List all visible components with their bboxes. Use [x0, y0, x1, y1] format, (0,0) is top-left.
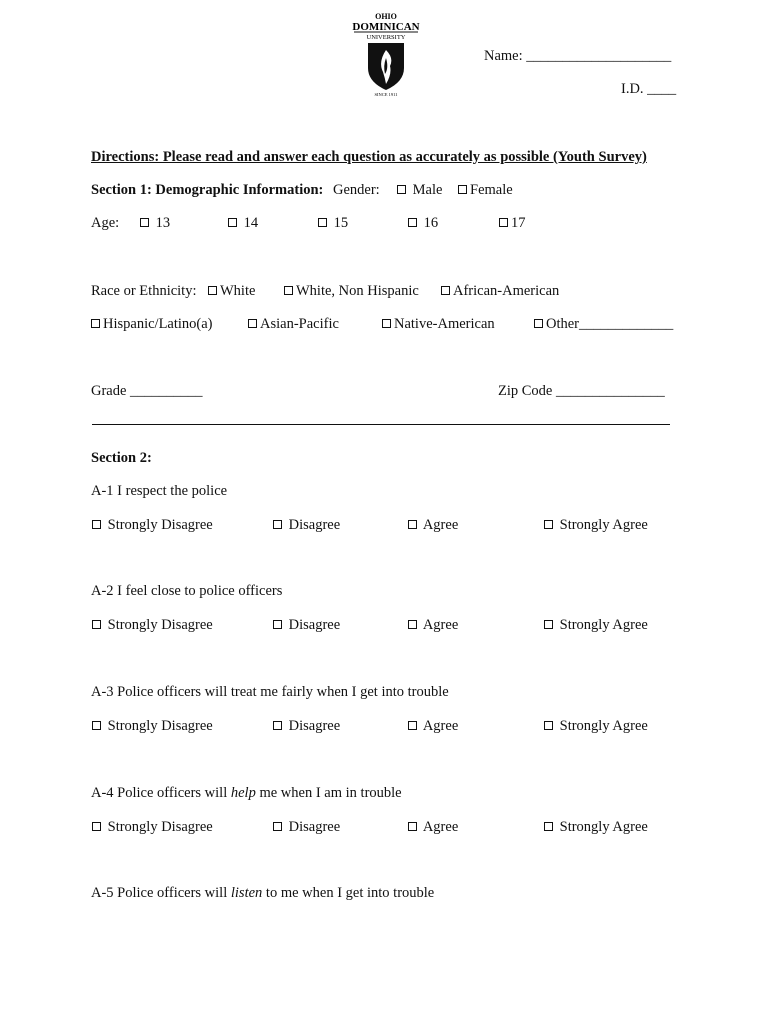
option-label: Female: [470, 182, 513, 198]
checkbox[interactable]: [408, 822, 417, 831]
checkbox[interactable]: [408, 218, 417, 227]
question-text: A-4 Police officers will: [91, 785, 231, 801]
question-text: A-3 Police officers will treat me fairly when I get into trouble: [91, 684, 449, 700]
gender-label: Gender:: [333, 182, 380, 198]
logo-line3: UNIVERSITY: [366, 34, 406, 41]
response-option-strongly-disagree[interactable]: [92, 516, 213, 534]
checkbox[interactable]: [208, 286, 217, 295]
logo-line2: DOMINICAN: [352, 21, 420, 33]
checkbox[interactable]: [408, 520, 417, 529]
race-option-other[interactable]: [534, 315, 673, 333]
age-option-17[interactable]: [499, 214, 526, 232]
option-label: Disagree: [288, 517, 341, 533]
race-label: Race or Ethnicity:: [91, 283, 197, 299]
university-logo: [348, 10, 424, 96]
checkbox[interactable]: [92, 721, 101, 730]
grade-field[interactable]: Grade __________: [91, 383, 203, 399]
option-label: Agree: [422, 517, 459, 533]
checkbox[interactable]: [91, 319, 100, 328]
checkbox[interactable]: [284, 286, 293, 295]
race-option-white-non-hispanic[interactable]: [284, 282, 419, 300]
logo-motto: SINCE 1911: [374, 92, 398, 96]
checkbox[interactable]: [273, 520, 282, 529]
response-option-disagree[interactable]: [273, 616, 340, 634]
name-label: Name: ____________________: [484, 48, 672, 64]
checkbox[interactable]: [408, 620, 417, 629]
age-option-16[interactable]: [408, 214, 438, 232]
response-option-disagree[interactable]: [273, 818, 340, 836]
id-label: I.D. ____: [621, 81, 677, 97]
option-label: Native-American: [394, 316, 495, 332]
response-option-strongly-disagree[interactable]: [92, 616, 213, 634]
response-option-strongly-agree[interactable]: [544, 818, 648, 836]
checkbox[interactable]: [544, 520, 553, 529]
checkbox[interactable]: [534, 319, 543, 328]
response-option-disagree[interactable]: [273, 516, 340, 534]
checkbox[interactable]: [382, 319, 391, 328]
option-label: Strongly Agree: [559, 819, 648, 835]
checkbox[interactable]: [397, 185, 406, 194]
checkbox[interactable]: [318, 218, 327, 227]
option-label: African-American: [453, 283, 560, 299]
question-text: A-5 Police officers will: [91, 885, 231, 901]
option-label: Strongly Disagree: [107, 617, 213, 633]
age-option-13[interactable]: [140, 214, 170, 232]
section1-line: [91, 181, 380, 199]
race-option-african-american[interactable]: [441, 282, 559, 300]
option-label: Hispanic/Latino(a): [103, 316, 213, 332]
option-label: Male: [412, 182, 443, 198]
question-text: A-1 I respect the police: [91, 483, 228, 499]
question-5: [91, 884, 434, 902]
option-label: 14: [243, 215, 259, 231]
name-field[interactable]: [484, 47, 671, 65]
response-option-disagree[interactable]: [273, 717, 340, 735]
question-1: [91, 482, 227, 500]
response-option-agree[interactable]: [408, 516, 458, 534]
option-label: 16: [423, 215, 439, 231]
response-option-strongly-disagree[interactable]: [92, 717, 213, 735]
age-option-14[interactable]: [228, 214, 258, 232]
race-option-hispanic[interactable]: [91, 315, 213, 333]
option-label: 17: [511, 215, 526, 231]
section1-title: Section 1: Demographic Information:: [91, 182, 324, 198]
checkbox[interactable]: [92, 520, 101, 529]
checkbox[interactable]: [273, 822, 282, 831]
gender-female-option[interactable]: [458, 181, 513, 199]
checkbox[interactable]: [273, 721, 282, 730]
checkbox[interactable]: [458, 185, 467, 194]
option-label: White, Non Hispanic: [296, 283, 419, 299]
checkbox[interactable]: [248, 319, 257, 328]
checkbox[interactable]: [408, 721, 417, 730]
response-option-agree[interactable]: [408, 616, 458, 634]
section-divider: [92, 424, 670, 425]
race-option-asian-pacific[interactable]: [248, 315, 339, 333]
checkbox[interactable]: [441, 286, 450, 295]
race-option-native-american[interactable]: [382, 315, 495, 333]
option-label: Other_____________: [546, 316, 674, 332]
option-label: Disagree: [288, 617, 341, 633]
question-text: A-2 I feel close to police officers: [91, 583, 283, 599]
option-label: Disagree: [288, 819, 341, 835]
question-text: to me when I get into trouble: [262, 885, 435, 901]
race-option-white[interactable]: [208, 282, 255, 300]
option-label: White: [220, 283, 256, 299]
age-option-15[interactable]: [318, 214, 348, 232]
option-label: Agree: [422, 718, 459, 734]
option-label: Agree: [422, 617, 459, 633]
response-option-agree[interactable]: [408, 818, 458, 836]
option-label: Agree: [422, 819, 459, 835]
option-label: Strongly Agree: [559, 517, 648, 533]
checkbox[interactable]: [228, 218, 237, 227]
question-2: [91, 582, 282, 600]
response-option-strongly-agree[interactable]: [544, 516, 648, 534]
directions: Directions: Please read and answer each question as accurately as possible (Youth Survey): [91, 149, 647, 165]
option-label: 13: [155, 215, 171, 231]
question-4: [91, 784, 402, 802]
checkbox[interactable]: [92, 822, 101, 831]
gender-male-option[interactable]: [397, 181, 442, 199]
option-label: Strongly Disagree: [107, 819, 213, 835]
checkbox[interactable]: [92, 620, 101, 629]
question-emphasis: listen: [230, 885, 263, 901]
logo-line1: OHIO: [375, 12, 397, 21]
question-text: me when I am in trouble: [255, 785, 402, 801]
option-label: 15: [333, 215, 349, 231]
zip-code-field[interactable]: Zip Code _______________: [498, 383, 665, 399]
question-emphasis: help: [230, 785, 256, 801]
response-option-strongly-agree[interactable]: [544, 616, 648, 634]
checkbox[interactable]: [140, 218, 149, 227]
option-label: Strongly Agree: [559, 617, 648, 633]
id-field[interactable]: [621, 80, 676, 98]
option-label: Strongly Disagree: [107, 718, 213, 734]
option-label: Disagree: [288, 718, 341, 734]
response-option-strongly-disagree[interactable]: [92, 818, 213, 836]
checkbox[interactable]: [544, 721, 553, 730]
section2-title: Section 2:: [91, 450, 152, 466]
option-label: Asian-Pacific: [260, 316, 339, 332]
checkbox[interactable]: [499, 218, 508, 227]
option-label: Strongly Disagree: [107, 517, 213, 533]
checkbox[interactable]: [544, 822, 553, 831]
question-3: [91, 683, 449, 701]
response-option-strongly-agree[interactable]: [544, 717, 648, 735]
response-option-agree[interactable]: [408, 717, 458, 735]
checkbox[interactable]: [273, 620, 282, 629]
option-label: Strongly Agree: [559, 718, 648, 734]
age-label: Age:: [91, 215, 120, 231]
checkbox[interactable]: [544, 620, 553, 629]
